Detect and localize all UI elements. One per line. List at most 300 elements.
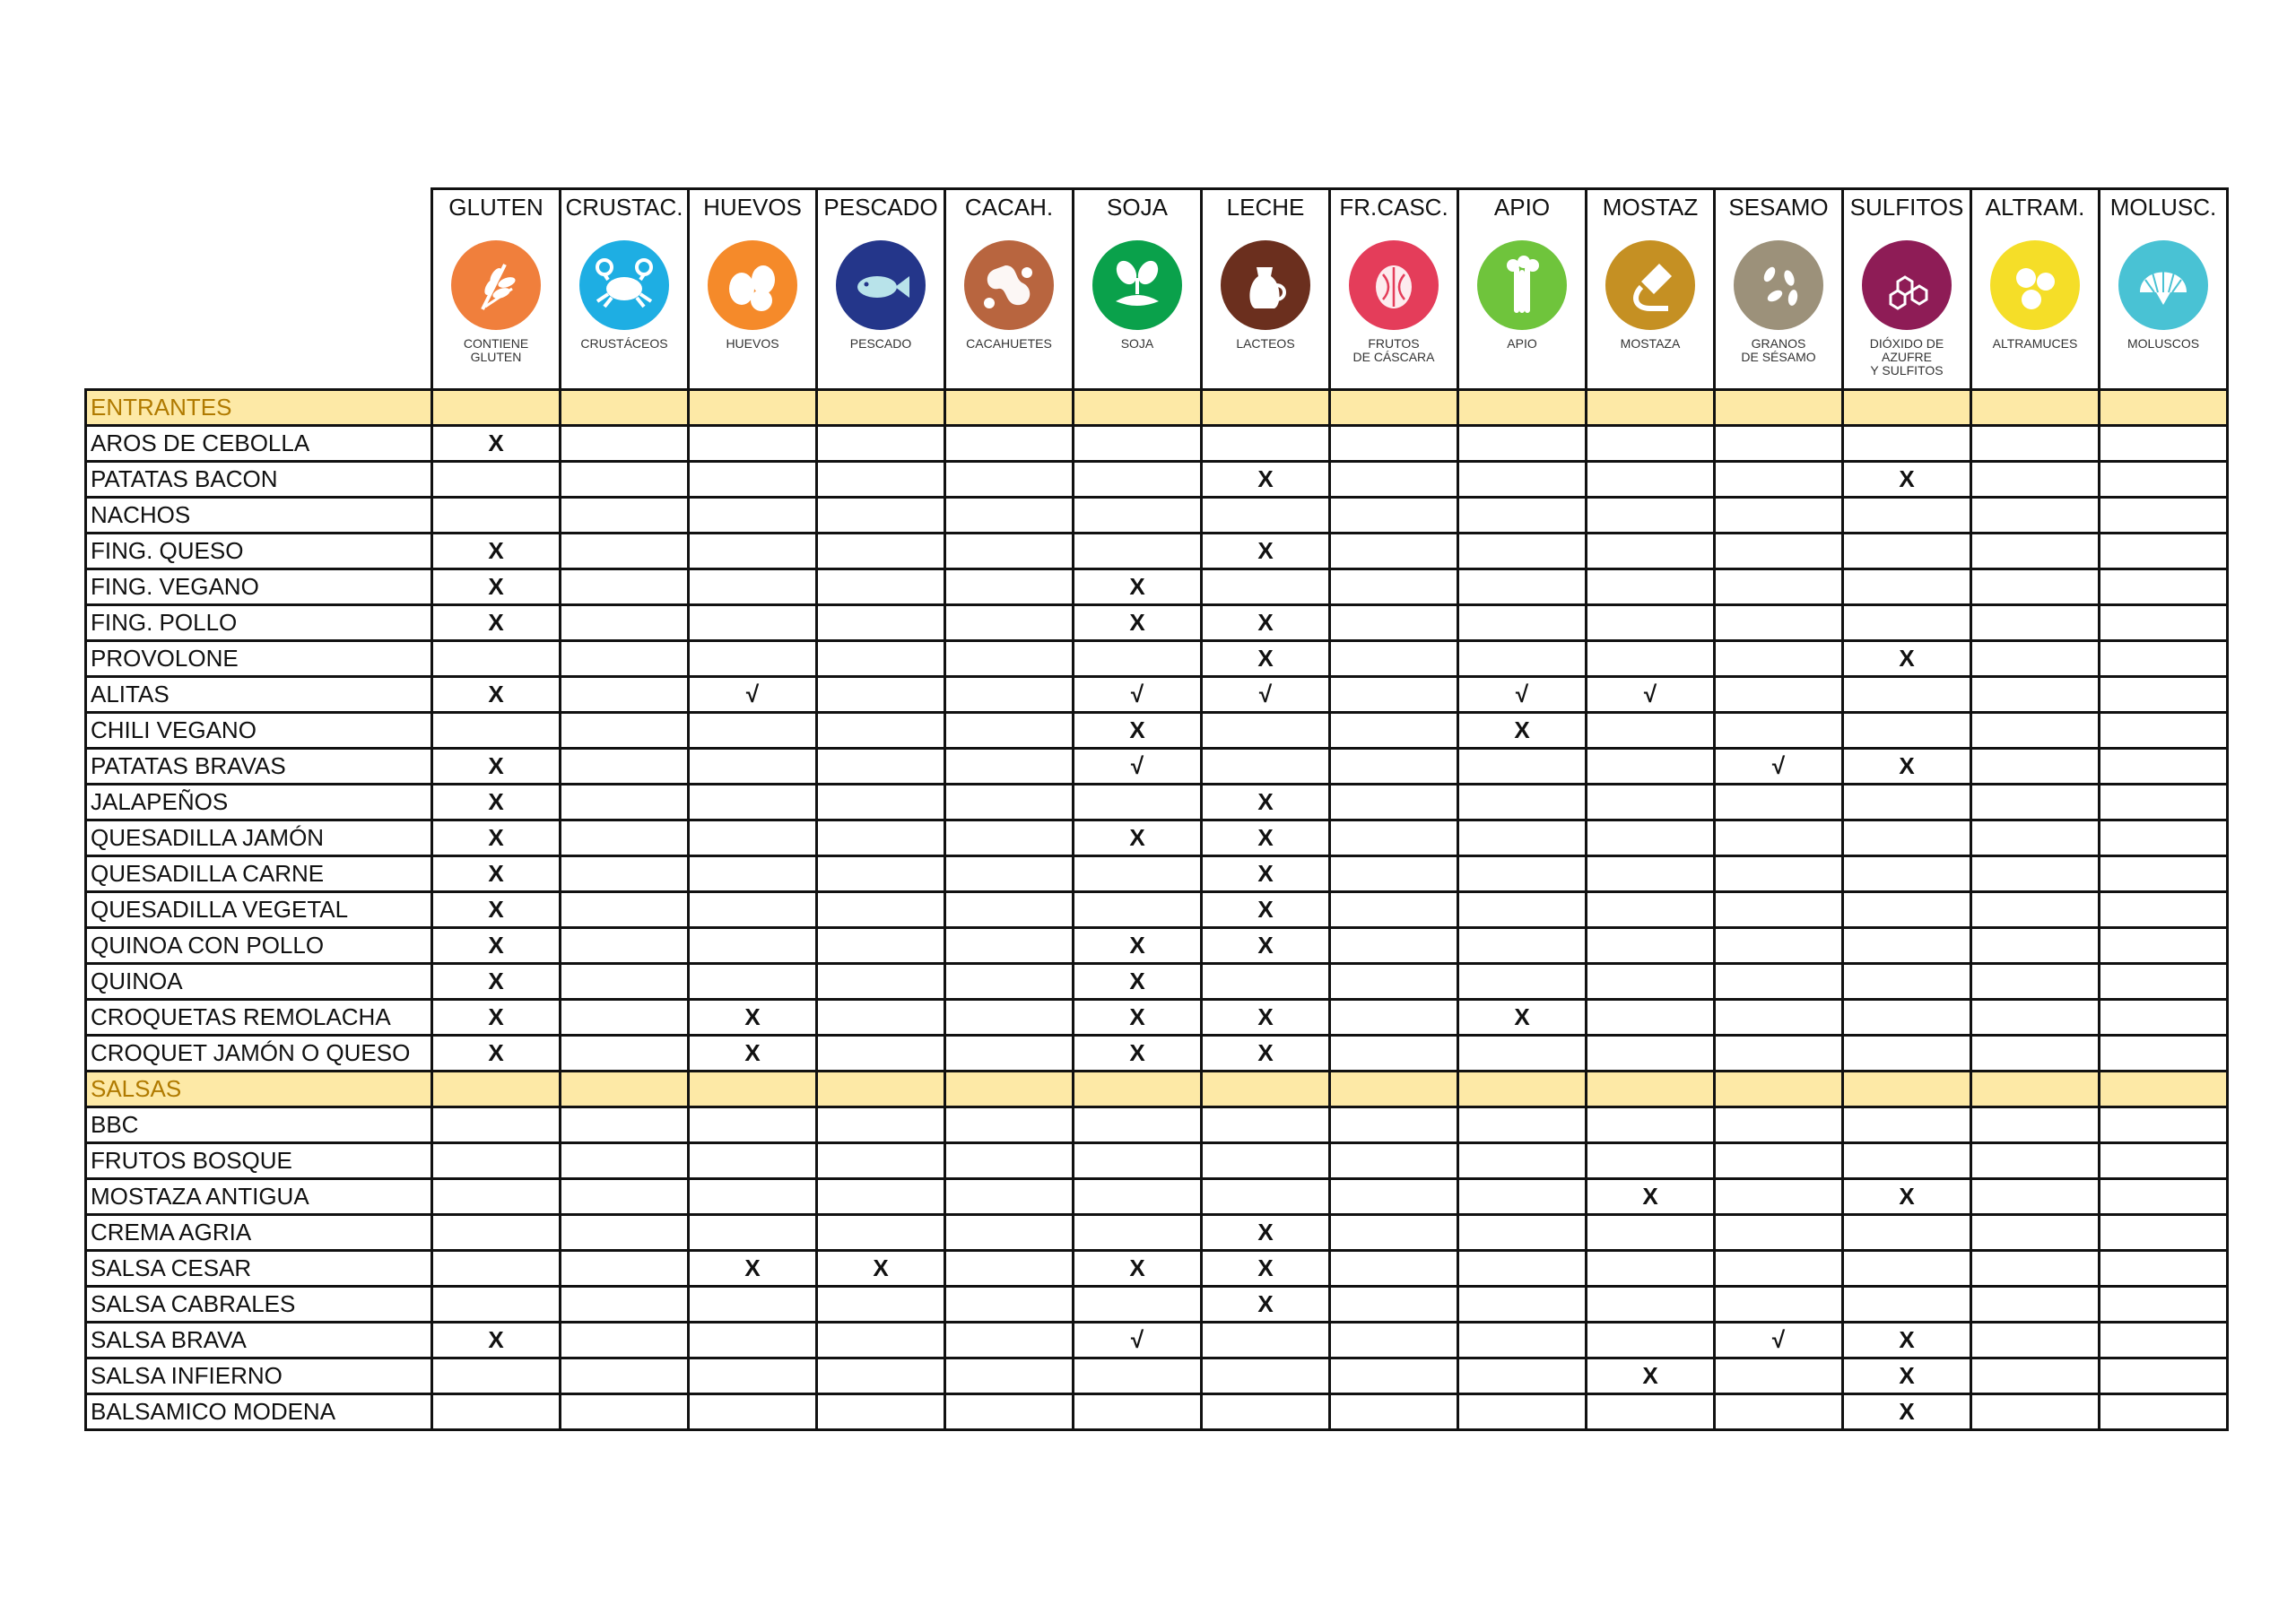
allergen-mark xyxy=(1843,820,1971,856)
allergen-mark: X xyxy=(1074,569,1202,605)
allergen-mark: X xyxy=(432,605,561,641)
section-cell xyxy=(1971,390,2100,426)
allergen-mark xyxy=(945,1215,1074,1251)
allergen-mark: X xyxy=(1074,928,1202,964)
allergen-mark xyxy=(1074,426,1202,462)
allergen-mark xyxy=(1202,749,1330,785)
allergen-mark: X xyxy=(432,749,561,785)
allergen-mark xyxy=(2100,569,2228,605)
allergen-mark xyxy=(1843,1107,1971,1143)
peanut-icon xyxy=(955,233,1063,332)
allergen-mark xyxy=(1587,1000,1715,1036)
allergen-mark xyxy=(1971,820,2100,856)
allergen-mark xyxy=(561,1358,689,1394)
allergen-mark xyxy=(1971,1394,2100,1430)
allergen-mark xyxy=(561,641,689,677)
allergen-mark xyxy=(1330,1358,1458,1394)
column-header: CRUSTAC. xyxy=(561,189,689,225)
section-cell xyxy=(689,1072,817,1107)
allergen-mark xyxy=(1330,1251,1458,1287)
allergen-mark xyxy=(1330,749,1458,785)
allergen-mark xyxy=(1587,534,1715,569)
allergen-mark xyxy=(1971,1000,2100,1036)
allergen-mark xyxy=(689,641,817,677)
allergen-mark: X xyxy=(432,1323,561,1358)
allergen-mark xyxy=(1202,1394,1330,1430)
allergen-mark: √ xyxy=(1202,677,1330,713)
allergen-mark: X xyxy=(1074,1251,1202,1287)
allergen-mark xyxy=(1074,1358,1202,1394)
allergen-mark xyxy=(1715,1107,1843,1143)
allergen-mark: X xyxy=(1843,1323,1971,1358)
dish-name: PATATAS BACON xyxy=(86,462,432,498)
allergen-mark xyxy=(2100,892,2228,928)
allergen-mark xyxy=(689,426,817,462)
allergen-mark: √ xyxy=(1715,1323,1843,1358)
section-row xyxy=(86,390,2228,426)
allergen-mark xyxy=(1074,1287,1202,1323)
celery-icon xyxy=(1468,233,1576,332)
dish-name: SALSA INFIERNO xyxy=(86,1358,432,1394)
allergen-mark xyxy=(1330,1179,1458,1215)
crab-icon xyxy=(570,233,678,332)
allergen-mark xyxy=(1330,605,1458,641)
allergen-mark xyxy=(1587,856,1715,892)
allergen-mark xyxy=(1843,605,1971,641)
fish-icon xyxy=(827,233,935,332)
allergen-mark xyxy=(1715,785,1843,820)
table-row xyxy=(86,1323,2228,1358)
allergen-label: HUEVOS xyxy=(726,336,779,351)
allergen-mark xyxy=(1458,1394,1587,1430)
allergen-mark xyxy=(1202,964,1330,1000)
allergen-mark xyxy=(1587,569,1715,605)
allergen-mark: X xyxy=(1843,1394,1971,1430)
allergen-mark xyxy=(1843,964,1971,1000)
allergen-mark: X xyxy=(432,785,561,820)
allergen-mark: X xyxy=(1458,713,1587,749)
table-row xyxy=(86,1215,2228,1251)
allergen-mark xyxy=(817,1358,945,1394)
allergen-mark xyxy=(1843,928,1971,964)
allergen-mark xyxy=(1715,677,1843,713)
allergen-mark xyxy=(1843,534,1971,569)
allergen-mark xyxy=(432,498,561,534)
section-cell xyxy=(1202,1072,1330,1107)
allergen-mark xyxy=(945,605,1074,641)
table-row xyxy=(86,426,2228,462)
allergen-mark xyxy=(2100,1358,2228,1394)
allergen-mark xyxy=(689,964,817,1000)
allergen-mark xyxy=(1330,641,1458,677)
allergen-mark xyxy=(1715,498,1843,534)
section-cell xyxy=(432,1072,561,1107)
dish-name: FING. POLLO xyxy=(86,605,432,641)
allergen-mark xyxy=(1971,892,2100,928)
allergen-mark xyxy=(561,677,689,713)
allergen-mark xyxy=(1587,964,1715,1000)
allergen-mark xyxy=(1330,713,1458,749)
allergen-mark xyxy=(2100,1000,2228,1036)
allergen-mark xyxy=(817,1107,945,1143)
allergen-mark xyxy=(1715,820,1843,856)
allergen-mark xyxy=(945,426,1074,462)
allergen-mark xyxy=(1330,1143,1458,1179)
allergen-mark xyxy=(2100,426,2228,462)
allergen-mark xyxy=(1587,892,1715,928)
column-header: LECHE xyxy=(1202,189,1330,225)
allergen-mark xyxy=(1715,1036,1843,1072)
dish-name: CROQUET JAMÓN O QUESO xyxy=(86,1036,432,1072)
allergen-mark xyxy=(1202,426,1330,462)
allergen-mark xyxy=(817,1179,945,1215)
eggs-icon xyxy=(699,233,806,332)
allergen-mark xyxy=(1715,1143,1843,1179)
allergen-mark xyxy=(2100,749,2228,785)
allergen-mark xyxy=(561,749,689,785)
allergen-mark xyxy=(1458,749,1587,785)
table-row xyxy=(86,713,2228,749)
allergen-mark: X xyxy=(1074,964,1202,1000)
allergen-mark: X xyxy=(1202,641,1330,677)
allergen-mark xyxy=(817,498,945,534)
allergen-mark xyxy=(689,1323,817,1358)
dish-name: FING. QUESO xyxy=(86,534,432,569)
allergen-mark xyxy=(689,1143,817,1179)
allergen-mark xyxy=(1971,1358,2100,1394)
dish-name: SALSA BRAVA xyxy=(86,1323,432,1358)
allergen-mark xyxy=(1587,462,1715,498)
allergen-mark: X xyxy=(1202,1036,1330,1072)
allergen-mark xyxy=(561,534,689,569)
allergen-mark: X xyxy=(432,677,561,713)
allergen-mark xyxy=(432,1143,561,1179)
allergen-label: MOLUSCOS xyxy=(2126,336,2200,351)
allergen-mark xyxy=(2100,1215,2228,1251)
allergen-mark xyxy=(432,1394,561,1430)
allergen-mark: √ xyxy=(1587,677,1715,713)
allergen-mark: X xyxy=(1074,713,1202,749)
allergen-mark xyxy=(1458,462,1587,498)
allergen-mark xyxy=(689,605,817,641)
section-cell xyxy=(1843,390,1971,426)
dish-name: FRUTOS BOSQUE xyxy=(86,1143,432,1179)
mustard-icon xyxy=(1596,233,1704,332)
allergen-label: MOSTAZA xyxy=(1620,336,1681,351)
allergen-mark xyxy=(817,1215,945,1251)
allergen-mark: X xyxy=(432,964,561,1000)
allergen-mark xyxy=(1330,569,1458,605)
section-cell xyxy=(689,390,817,426)
allergen-icon-cell xyxy=(1587,224,1715,390)
allergen-mark xyxy=(2100,928,2228,964)
allergen-mark xyxy=(1330,1215,1458,1251)
allergen-mark xyxy=(1715,1179,1843,1215)
allergen-mark xyxy=(2100,1107,2228,1143)
dish-name: PATATAS BRAVAS xyxy=(86,749,432,785)
allergen-mark xyxy=(945,1394,1074,1430)
table-row xyxy=(86,964,2228,1000)
column-header: HUEVOS xyxy=(689,189,817,225)
allergen-icon-cell xyxy=(1330,224,1458,390)
allergen-mark xyxy=(1587,1287,1715,1323)
allergen-mark xyxy=(1715,856,1843,892)
allergen-mark xyxy=(817,677,945,713)
allergen-mark xyxy=(1202,1143,1330,1179)
allergen-mark: X xyxy=(432,820,561,856)
allergen-icon-cell xyxy=(1458,224,1587,390)
dish-name: SALSA CESAR xyxy=(86,1251,432,1287)
allergen-icon-cell xyxy=(1715,224,1843,390)
allergen-mark xyxy=(2100,713,2228,749)
allergen-mark xyxy=(945,641,1074,677)
allergen-mark xyxy=(1971,462,2100,498)
table-row xyxy=(86,1358,2228,1394)
section-cell xyxy=(945,390,1074,426)
allergen-mark: X xyxy=(1843,641,1971,677)
allergen-mark xyxy=(817,964,945,1000)
allergen-mark xyxy=(561,462,689,498)
allergen-mark xyxy=(945,1036,1074,1072)
allergen-mark xyxy=(1458,1107,1587,1143)
allergen-mark xyxy=(1330,856,1458,892)
allergen-mark xyxy=(817,605,945,641)
allergen-mark xyxy=(2100,605,2228,641)
allergen-mark xyxy=(2100,462,2228,498)
table-row xyxy=(86,1000,2228,1036)
table-row xyxy=(86,498,2228,534)
dish-name: BBC xyxy=(86,1107,432,1143)
allergen-mark xyxy=(1587,713,1715,749)
table-row xyxy=(86,1251,2228,1287)
allergen-mark xyxy=(1330,1036,1458,1072)
dish-name: QUINOA CON POLLO xyxy=(86,928,432,964)
allergen-mark xyxy=(1458,892,1587,928)
allergen-mark xyxy=(1330,498,1458,534)
allergen-mark xyxy=(432,1358,561,1394)
allergen-mark xyxy=(1715,892,1843,928)
allergen-mark xyxy=(1971,713,2100,749)
allergen-mark xyxy=(945,677,1074,713)
dish-name: QUESADILLA VEGETAL xyxy=(86,892,432,928)
allergen-mark xyxy=(1458,426,1587,462)
allergen-mark xyxy=(1715,569,1843,605)
allergen-mark xyxy=(1458,1179,1587,1215)
allergen-mark xyxy=(945,1287,1074,1323)
allergen-mark: X xyxy=(1202,892,1330,928)
dish-name: CROQUETAS REMOLACHA xyxy=(86,1000,432,1036)
allergen-mark xyxy=(689,928,817,964)
allergen-mark xyxy=(1715,1000,1843,1036)
allergen-mark: X xyxy=(1074,1036,1202,1072)
allergen-mark xyxy=(2100,1179,2228,1215)
allergen-mark xyxy=(561,605,689,641)
allergen-icon-cell xyxy=(1971,224,2100,390)
allergen-label: APIO xyxy=(1507,336,1537,351)
allergen-mark: X xyxy=(1843,1358,1971,1394)
column-header: PESCADO xyxy=(817,189,945,225)
allergen-icon-cell xyxy=(561,224,689,390)
allergen-mark xyxy=(945,749,1074,785)
allergen-mark xyxy=(1587,785,1715,820)
allergen-mark xyxy=(1074,641,1202,677)
dish-name: SALSA CABRALES xyxy=(86,1287,432,1323)
dish-name: CHILI VEGANO xyxy=(86,713,432,749)
allergen-mark xyxy=(561,1107,689,1143)
section-cell xyxy=(1330,390,1458,426)
allergen-mark: X xyxy=(1202,820,1330,856)
allergen-mark xyxy=(945,964,1074,1000)
section-cell xyxy=(561,1072,689,1107)
allergen-mark xyxy=(1458,820,1587,856)
allergen-mark: √ xyxy=(1458,677,1587,713)
dish-name: PROVOLONE xyxy=(86,641,432,677)
allergen-mark xyxy=(1330,1394,1458,1430)
allergen-mark xyxy=(945,856,1074,892)
allergen-mark xyxy=(817,1323,945,1358)
allergen-mark xyxy=(817,892,945,928)
wheat-icon xyxy=(442,233,550,332)
column-header: MOLUSC. xyxy=(2100,189,2228,225)
column-header: GLUTEN xyxy=(432,189,561,225)
allergen-mark: X xyxy=(1202,1000,1330,1036)
allergen-mark xyxy=(1330,820,1458,856)
allergen-mark xyxy=(1458,1143,1587,1179)
allergen-mark: X xyxy=(432,569,561,605)
allergen-mark xyxy=(1715,1394,1843,1430)
table-row xyxy=(86,1107,2228,1143)
allergen-mark xyxy=(689,785,817,820)
allergen-mark xyxy=(1843,1251,1971,1287)
allergen-mark xyxy=(1587,928,1715,964)
allergen-mark xyxy=(689,534,817,569)
allergen-label: FRUTOS DE CÁSCARA xyxy=(1352,336,1435,364)
allergen-mark xyxy=(817,713,945,749)
table-row xyxy=(86,785,2228,820)
allergen-mark xyxy=(1971,1107,2100,1143)
allergen-label: CONTIENE GLUTEN xyxy=(463,336,529,364)
section-cell xyxy=(1587,390,1715,426)
allergen-mark xyxy=(1587,1251,1715,1287)
allergen-icon-cell xyxy=(945,224,1074,390)
section-cell xyxy=(1715,390,1843,426)
table-row xyxy=(86,1394,2228,1430)
allergen-mark: X xyxy=(432,928,561,964)
allergen-mark: X xyxy=(1587,1179,1715,1215)
allergen-mark xyxy=(817,749,945,785)
allergen-mark xyxy=(1458,1287,1587,1323)
allergen-mark xyxy=(561,1287,689,1323)
allergen-mark xyxy=(945,1179,1074,1215)
allergen-mark xyxy=(561,1394,689,1430)
allergen-mark xyxy=(689,462,817,498)
allergen-mark xyxy=(1330,426,1458,462)
allergen-label: CACAHUETES xyxy=(966,336,1052,351)
allergen-mark xyxy=(1971,1036,2100,1072)
allergen-mark xyxy=(1074,1179,1202,1215)
allergen-mark: X xyxy=(1843,749,1971,785)
allergen-icon-cell xyxy=(689,224,817,390)
allergen-table xyxy=(84,187,2229,1431)
table-row xyxy=(86,605,2228,641)
allergen-mark xyxy=(817,856,945,892)
allergen-mark: X xyxy=(1843,462,1971,498)
allergen-mark: X xyxy=(1843,1179,1971,1215)
allergen-mark xyxy=(1458,569,1587,605)
allergen-mark xyxy=(1971,534,2100,569)
allergen-mark xyxy=(1715,1251,1843,1287)
allergen-mark: √ xyxy=(1074,677,1202,713)
allergen-label: LACTEOS xyxy=(1236,336,1295,351)
allergen-mark: X xyxy=(1587,1358,1715,1394)
allergen-mark xyxy=(945,1323,1074,1358)
allergen-mark xyxy=(945,534,1074,569)
allergen-mark xyxy=(1971,677,2100,713)
allergen-mark: X xyxy=(432,534,561,569)
allergen-mark: X xyxy=(432,892,561,928)
allergen-mark xyxy=(1074,462,1202,498)
column-header: CACAH. xyxy=(945,189,1074,225)
allergen-mark xyxy=(1843,1000,1971,1036)
allergen-mark xyxy=(945,892,1074,928)
allergen-mark: X xyxy=(1202,1215,1330,1251)
allergen-mark xyxy=(1971,569,2100,605)
allergen-mark xyxy=(1458,1323,1587,1358)
allergen-mark xyxy=(945,569,1074,605)
allergen-mark xyxy=(1458,1036,1587,1072)
allergen-mark xyxy=(1715,605,1843,641)
allergen-icon-cell xyxy=(2100,224,2228,390)
allergen-mark xyxy=(561,892,689,928)
allergen-mark xyxy=(817,426,945,462)
allergen-mark xyxy=(1330,892,1458,928)
allergen-mark xyxy=(817,1036,945,1072)
milk-jug-icon xyxy=(1212,233,1319,332)
allergen-mark xyxy=(2100,534,2228,569)
allergen-mark xyxy=(945,1358,1074,1394)
section-cell xyxy=(1074,1072,1202,1107)
lupin-icon xyxy=(1981,233,2089,332)
allergen-mark xyxy=(1587,605,1715,641)
allergen-mark xyxy=(432,713,561,749)
allergen-mark xyxy=(1715,964,1843,1000)
allergen-mark xyxy=(1074,1143,1202,1179)
allergen-label: ALTRAMUCES xyxy=(1992,336,2078,351)
section-cell xyxy=(1971,1072,2100,1107)
allergen-mark xyxy=(561,1036,689,1072)
allergen-mark xyxy=(561,1251,689,1287)
allergen-mark xyxy=(1587,1143,1715,1179)
section-cell xyxy=(1715,1072,1843,1107)
allergen-mark xyxy=(561,498,689,534)
allergen-mark xyxy=(432,1287,561,1323)
allergen-mark xyxy=(1843,1215,1971,1251)
allergen-mark xyxy=(561,785,689,820)
allergen-mark xyxy=(1971,1323,2100,1358)
allergen-mark xyxy=(1715,713,1843,749)
allergen-label: SOJA xyxy=(1120,336,1154,351)
table-row xyxy=(86,820,2228,856)
allergen-mark xyxy=(2100,856,2228,892)
allergen-mark xyxy=(1587,1323,1715,1358)
allergen-mark xyxy=(1458,641,1587,677)
section-cell xyxy=(1458,1072,1587,1107)
allergen-mark xyxy=(1715,1358,1843,1394)
allergen-mark xyxy=(2100,641,2228,677)
allergen-mark xyxy=(1971,964,2100,1000)
allergen-mark xyxy=(1971,641,2100,677)
allergen-mark xyxy=(1458,928,1587,964)
